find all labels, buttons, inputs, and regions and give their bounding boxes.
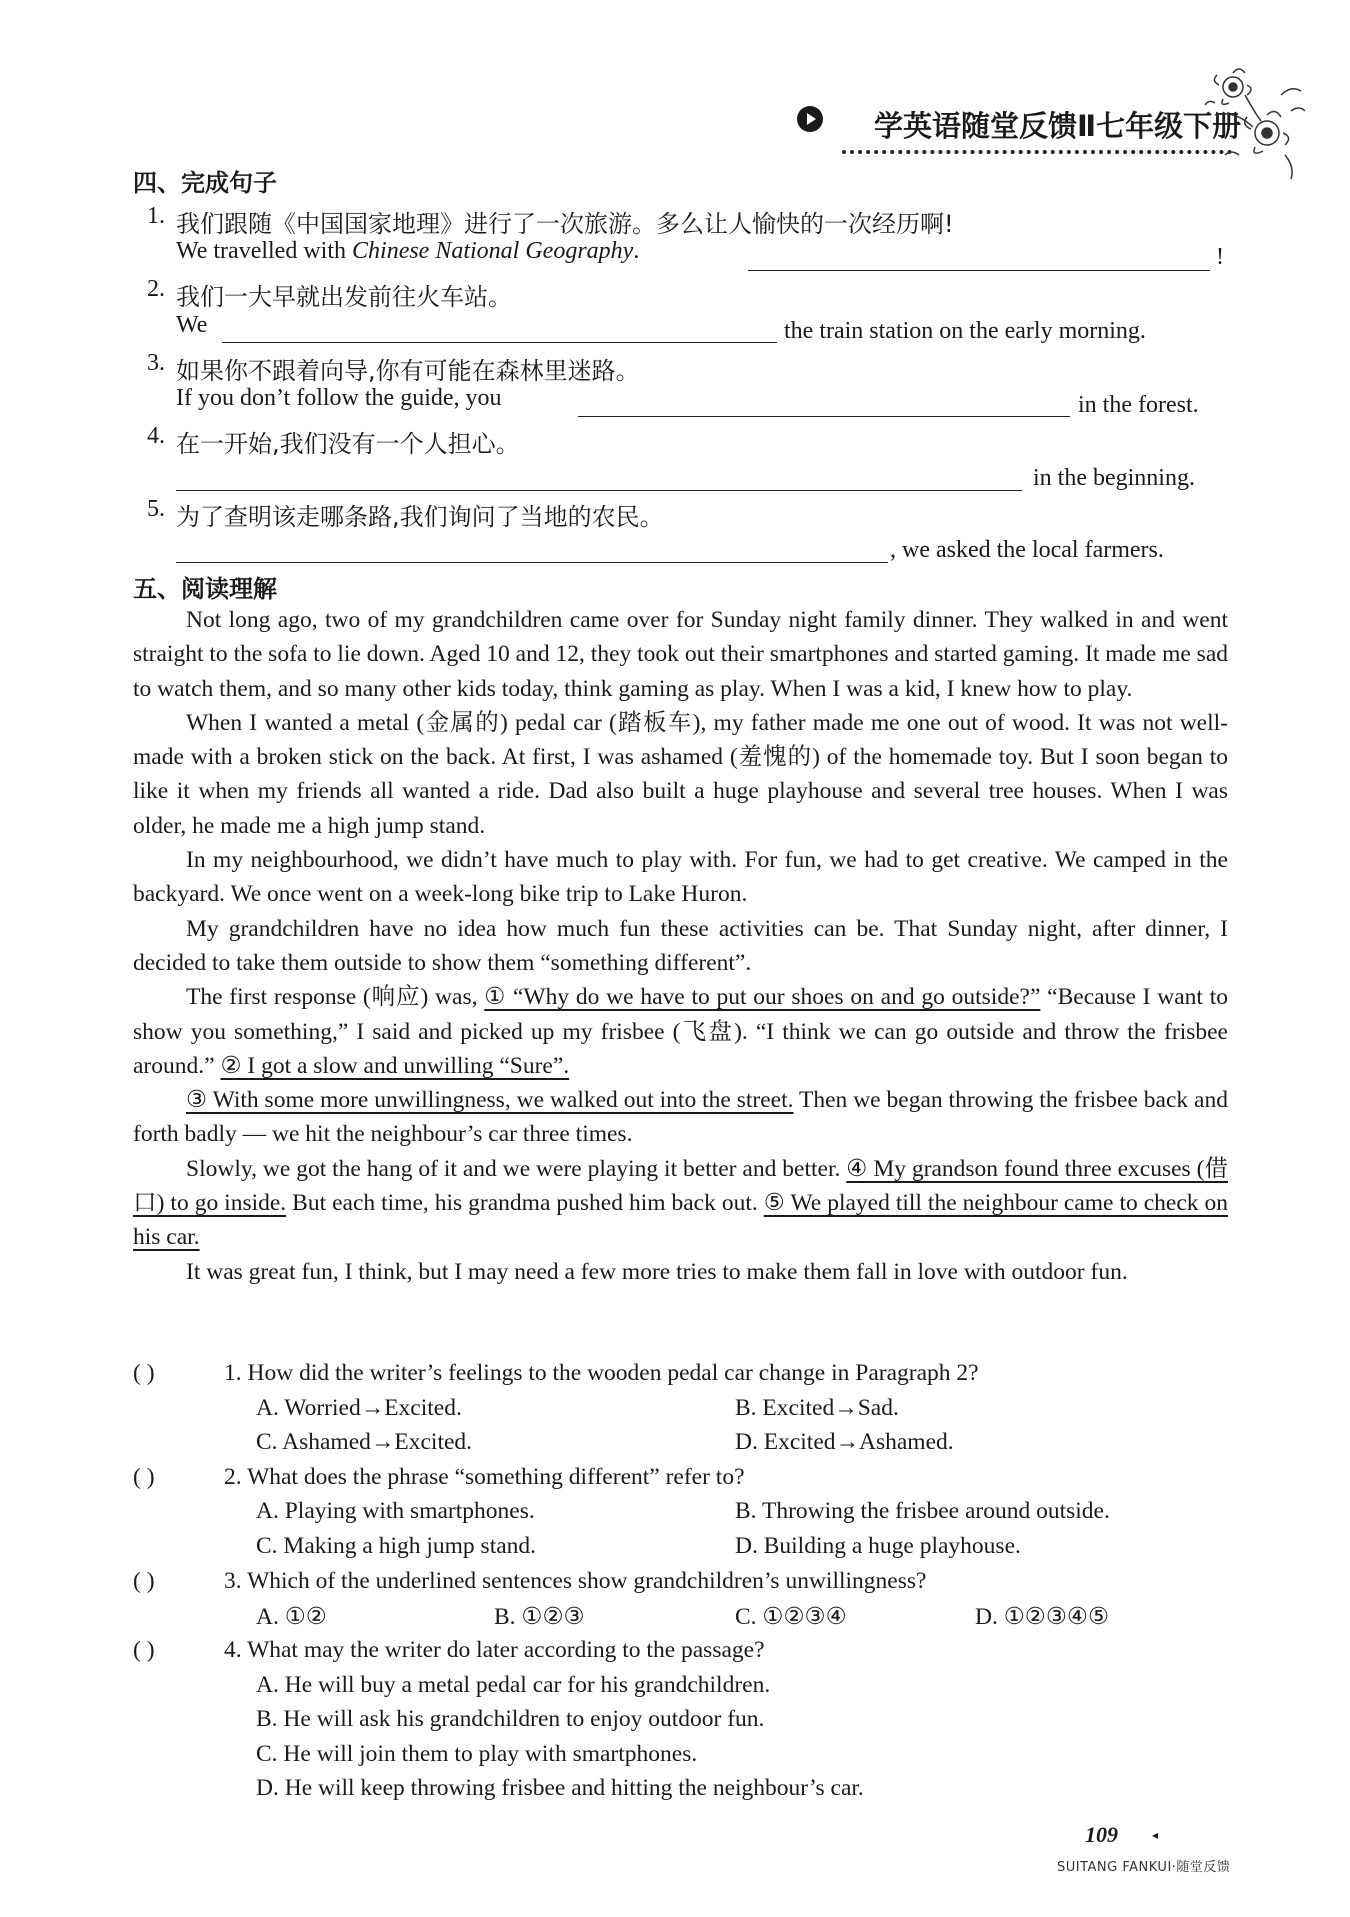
section-5-title: 五、阅读理解: [133, 575, 277, 603]
item-4-english-suffix: in the beginning.: [1033, 465, 1195, 491]
passage-paragraph-5: The first response (响应) was, ① “Why do we have to put our shoes on and go outside?” “Because I want to show you something,” I said and picked up my frisbee (飞盘). “I think we can go outside and throw the frisbee around.” ② I got a slow and unwilling “Sure”.: [133, 984, 1228, 1079]
item-2-answer-blank[interactable]: [222, 342, 777, 343]
q4-option-d[interactable]: D. He will keep throwing frisbee and hitting the neighbour’s car.: [256, 1775, 864, 1801]
passage-paragraph-2: When I wanted a metal (金属的) pedal car (踏板车), my father made me one out of wood. It was not well-made with a broken stick on the back. At first, I was ashamed (羞愧的) of the homemade toy. But I soon began to like it when my friends all wanted a ride. Dad also built a huge playhouse and several tree houses. When I was older, he made me a high jump stand.: [133, 709, 1228, 839]
play-circle-icon: [797, 106, 823, 132]
footer-brand: SUITANG FANKUI·随堂反馈: [1057, 1860, 1231, 1875]
header-dotted-rule: [842, 150, 1232, 154]
item-5-answer-blank[interactable]: [176, 562, 888, 563]
underlined-sentence-2: ② I got a slow and unwilling “Sure”.: [220, 1052, 570, 1079]
q2-option-a[interactable]: A. Playing with smartphones.: [256, 1498, 535, 1524]
underlined-sentence-1: ① “Why do we have to put our shoes on and go outside?”: [484, 984, 1041, 1011]
section-4-title: 四、完成句子: [133, 169, 277, 197]
item-3-number: 3.: [147, 350, 165, 376]
item-4-chinese: 在一开始,我们没有一个人担心。: [176, 430, 520, 458]
passage-paragraph-1: Not long ago, two of my grandchildren came over for Sunday night family dinner. They walked in and went straight to the sofa to lie down. Aged 10 and 12, they took out their smartphones and started gaming. It made me sad to watch them, and so many other kids today, think gaming as play. When I was a kid, I knew how to play.: [133, 607, 1228, 702]
item-3-english-prefix: If you don’t follow the guide, you: [176, 385, 502, 411]
q4-answer-parens[interactable]: ( ): [133, 1637, 155, 1663]
underlined-sentence-4: ④ My grandson found three excuses (借口) to go inside.: [133, 1155, 1228, 1217]
item-2-number: 2.: [147, 276, 165, 302]
passage-paragraph-3: In my neighbourhood, we didn’t have much to play with. For fun, we had to get creative. We camped in the backyard. We once went on a week-long bike trip to Lake Huron.: [133, 847, 1228, 908]
item-2-english-prefix: We: [176, 312, 208, 338]
q3-option-d[interactable]: D. ①②③④⑤: [975, 1604, 1110, 1630]
item-5-chinese: 为了查明该走哪条路,我们询问了当地的农民。: [176, 503, 664, 531]
reading-passage: [133, 603, 1228, 1289]
q3-option-a[interactable]: A. ①②: [256, 1604, 327, 1630]
item-4-number: 4.: [147, 423, 165, 449]
q4-option-b[interactable]: B. He will ask his grandchildren to enjoy outdoor fun.: [256, 1706, 765, 1732]
passage-paragraph-4: My grandchildren have no idea how much fun these activities can be. That Sunday night, after dinner, I decided to take them outside to show them “something different”.: [133, 915, 1228, 976]
q2-answer-parens[interactable]: ( ): [133, 1464, 155, 1490]
item-3-answer-blank[interactable]: [578, 416, 1070, 417]
q3-option-c[interactable]: C. ①②③④: [735, 1604, 847, 1630]
q1-stem: 1. How did the writer’s feelings to the wooden pedal car change in Paragraph 2?: [224, 1360, 979, 1386]
flower-decoration-icon: [1195, 55, 1315, 185]
q2-option-c[interactable]: C. Making a high jump stand.: [256, 1533, 537, 1559]
q1-option-a[interactable]: A. Worried→Excited.: [256, 1395, 462, 1421]
q2-option-d[interactable]: D. Building a huge playhouse.: [735, 1533, 1021, 1559]
underlined-sentence-3: ③ With some more unwillingness, we walked out into the street.: [186, 1087, 794, 1114]
footer-arrow-icon: ◂: [1152, 1828, 1159, 1842]
q4-option-c[interactable]: C. He will join them to play with smartphones.: [256, 1741, 698, 1767]
item-3-english-suffix: in the forest.: [1078, 392, 1199, 418]
item-1-number: 1.: [147, 203, 165, 229]
underlined-sentence-5: ⑤ We played till the neighbour came to check on his car.: [133, 1190, 1228, 1251]
passage-paragraph-8: It was great fun, I think, but I may need a few more tries to make them fall in love with outdoor fun.: [186, 1258, 1128, 1285]
q1-option-c[interactable]: C. Ashamed→Excited.: [256, 1429, 473, 1455]
q3-answer-parens[interactable]: ( ): [133, 1568, 155, 1594]
item-3-chinese: 如果你不跟着向导,你有可能在森林里迷路。: [176, 357, 640, 385]
item-4-answer-blank[interactable]: [176, 490, 1022, 491]
passage-paragraph-7: Slowly, we got the hang of it and we were playing it better and better. ④ My grandson found three excuses (借口) to go inside. But each time, his grandma pushed him back out. ⑤ We played till the neighbour came to check on his car.: [133, 1155, 1228, 1251]
q3-option-b[interactable]: B. ①②③: [494, 1604, 585, 1630]
item-1-english-prefix: We travelled with Chinese National Geography.: [176, 238, 640, 264]
page-number: 109: [1085, 1822, 1118, 1847]
q4-option-a[interactable]: A. He will buy a metal pedal car for his grandchildren.: [256, 1672, 771, 1698]
book-title: 学英语随堂反馈Ⅱ七年级下册: [874, 109, 1242, 143]
passage-paragraph-6: ③ With some more unwillingness, we walked out into the street. Then we began throwing the frisbee back and forth badly — we hit the neighbour’s car three times.: [133, 1087, 1228, 1148]
q1-option-b[interactable]: B. Excited→Sad.: [735, 1395, 899, 1421]
q2-option-b[interactable]: B. Throwing the frisbee around outside.: [735, 1498, 1110, 1524]
q4-stem: 4. What may the writer do later according to the passage?: [224, 1637, 765, 1663]
item-1-chinese: 我们跟随《中国国家地理》进行了一次旅游。多么让人愉快的一次经历啊!: [176, 210, 954, 238]
item-2-chinese: 我们一大早就出发前往火车站。: [176, 283, 512, 311]
q3-stem: 3. Which of the underlined sentences show grandchildren’s unwillingness?: [224, 1568, 927, 1594]
item-1-answer-blank[interactable]: [748, 270, 1210, 271]
q1-option-d[interactable]: D. Excited→Ashamed.: [735, 1429, 954, 1455]
q1-answer-parens[interactable]: ( ): [133, 1360, 155, 1386]
q2-stem: 2. What does the phrase “something different” refer to?: [224, 1464, 745, 1490]
item-5-english-suffix: , we asked the local farmers.: [890, 537, 1164, 563]
item-2-english-suffix: the train station on the early morning.: [784, 318, 1146, 344]
item-1-english-suffix: !: [1216, 244, 1224, 270]
item-5-number: 5.: [147, 496, 165, 522]
